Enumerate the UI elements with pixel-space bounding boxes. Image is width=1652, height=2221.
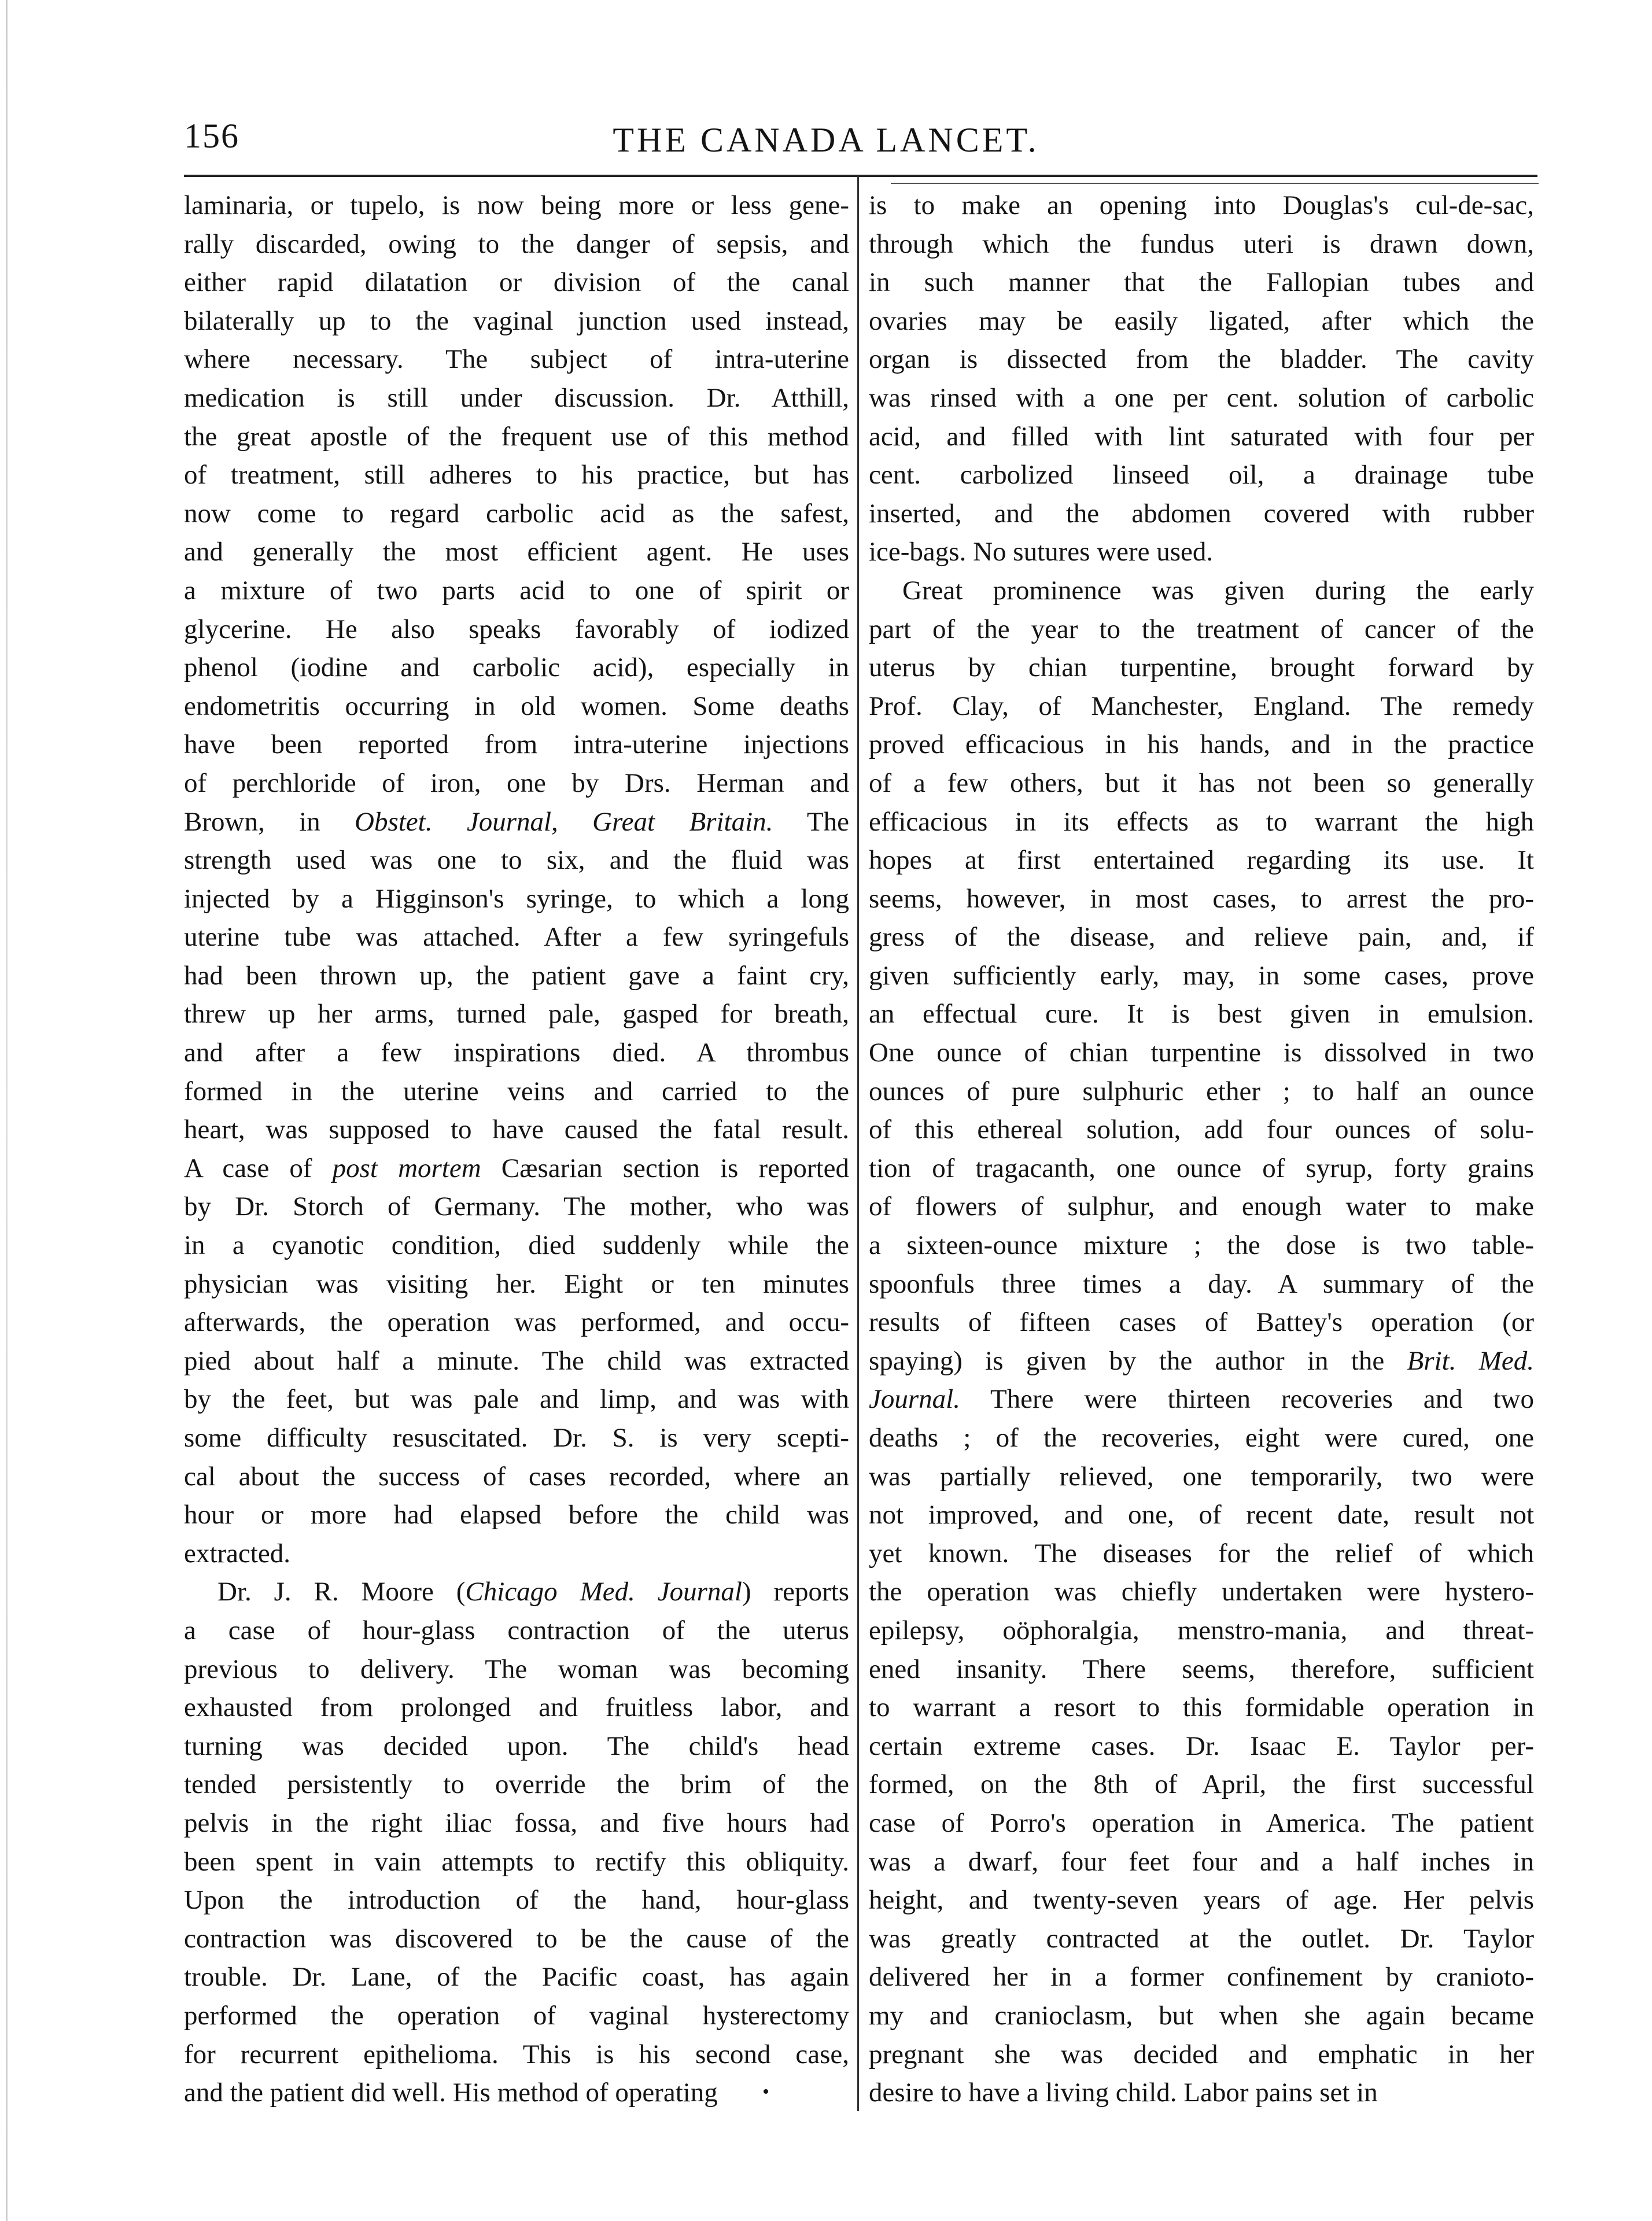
text-line: and the patient did well. His method of operating bbox=[184, 2078, 718, 2108]
right-text-column bbox=[869, 186, 1534, 2112]
scan-edge-shadow bbox=[6, 0, 8, 2221]
text-line: threw up her arms, turned pale, gasped for breath, bbox=[184, 999, 849, 1030]
text-line: yet known. The diseases for the relief of which bbox=[869, 1538, 1534, 1569]
text-line: gress of the disease, and relieve pain, and, if bbox=[869, 922, 1534, 953]
text-segment: spaying) is given by the author in the bbox=[869, 1345, 1407, 1376]
text-line: afterwards, the operation was performed, and occu- bbox=[184, 1307, 849, 1338]
text-line: glycerine. He also speaks favorably of iodized bbox=[184, 614, 849, 644]
text-line: inserted, and the abdomen covered with rubber bbox=[869, 498, 1534, 529]
text-line: uterus by chian turpentine, brought forward by bbox=[869, 652, 1534, 683]
text-line: was greatly contracted at the outlet. Dr. Taylor bbox=[869, 1923, 1534, 1954]
text-line: rally discarded, owing to the danger of sepsis, and bbox=[184, 228, 849, 259]
text-line: given sufficiently early, may, in some cases, prove bbox=[869, 960, 1534, 991]
text-line bbox=[869, 1342, 1534, 1381]
text-line bbox=[184, 1573, 849, 1611]
text-segment: Dr. J. R. Moore ( bbox=[217, 1577, 466, 1607]
text-line: of flowers of sulphur, and enough water to make bbox=[869, 1191, 1534, 1222]
text-line: of this ethereal solution, add four ounces of solu- bbox=[869, 1115, 1534, 1145]
text-segment: There were thirteen recoveries and two bbox=[960, 1384, 1534, 1415]
text-line: either rapid dilatation or division of the canal bbox=[184, 267, 849, 298]
text-line: cal about the success of cases recorded, where an bbox=[184, 1461, 849, 1492]
text-line: strength used was one to six, and the fluid was bbox=[184, 845, 849, 876]
column-divider bbox=[857, 176, 859, 2111]
text-line: a case of hour-glass contraction of the uterus bbox=[184, 1615, 849, 1646]
text-line: through which the fundus uteri is drawn down, bbox=[869, 228, 1534, 259]
text-line: hopes at first entertained regarding its use. It bbox=[869, 845, 1534, 876]
header-rule-secondary bbox=[891, 183, 1539, 184]
italic-citation: Brit. Med. bbox=[1407, 1345, 1534, 1376]
text-line: been spent in vain attempts to rectify this obliquity. bbox=[184, 1846, 849, 1877]
text-line: where necessary. The subject of intra-uterine bbox=[184, 344, 849, 375]
text-line: Prof. Clay, of Manchester, England. The remedy bbox=[869, 691, 1534, 721]
text-line: desire to have a living child. Labor pains set in bbox=[869, 2078, 1378, 2108]
text-line: contraction was discovered to be the cause of the bbox=[184, 1923, 849, 1954]
text-line: formed, on the 8th of April, the first successful bbox=[869, 1769, 1534, 1800]
text-segment: ) reports bbox=[742, 1577, 849, 1607]
text-line: trouble. Dr. Lane, of the Pacific coast, has again bbox=[184, 1962, 849, 1993]
text-line: by the feet, but was pale and limp, and was with bbox=[184, 1384, 849, 1415]
left-text-column bbox=[184, 186, 849, 2112]
text-line: was partially relieved, one temporarily, two were bbox=[869, 1461, 1534, 1492]
text-line: was rinsed with a one per cent. solution of carbolic bbox=[869, 382, 1534, 413]
text-line: One ounce of chian turpentine is dissolved in two bbox=[869, 1038, 1534, 1068]
text-line: some difficulty resuscitated. Dr. S. is very scepti- bbox=[184, 1423, 849, 1453]
text-line: medication is still under discussion. Dr. Atthill, bbox=[184, 382, 849, 413]
text-line: results of fifteen cases of Battey's operation (or bbox=[869, 1307, 1534, 1338]
text-line: and after a few inspirations died. A thrombus bbox=[184, 1038, 849, 1068]
text-line: tion of tragacanth, one ounce of syrup, forty grains bbox=[869, 1153, 1534, 1183]
text-line: phenol (iodine and carbolic acid), especially in bbox=[184, 652, 849, 683]
text-line bbox=[184, 803, 849, 842]
text-line bbox=[184, 1149, 849, 1188]
text-line: was a dwarf, four feet four and a half inches in bbox=[869, 1846, 1534, 1877]
text-segment: A case of bbox=[184, 1153, 333, 1183]
text-line: performed the operation of vaginal hysterectomy bbox=[184, 2000, 849, 2031]
text-line: Great prominence was given during the early bbox=[902, 575, 1534, 606]
text-line: cent. carbolized linseed oil, a drainage tube bbox=[869, 460, 1534, 490]
text-line: laminaria, or tupelo, is now being more or less gene- bbox=[184, 190, 849, 220]
text-line: case of Porro's operation in America. The patient bbox=[869, 1807, 1534, 1838]
footer-mark bbox=[764, 2089, 768, 2094]
text-line: efficacious in its effects as to warrant the high bbox=[869, 806, 1534, 837]
text-line: and generally the most efficient agent. He uses bbox=[184, 537, 849, 567]
text-line: of a few others, but it has not been so generally bbox=[869, 768, 1534, 798]
text-line: proved efficacious in his hands, and in the practice bbox=[869, 729, 1534, 760]
journal-title: THE CANADA LANCET. bbox=[613, 121, 1039, 159]
text-line: tended persistently to override the brim of the bbox=[184, 1769, 849, 1800]
text-line: heart, was supposed to have caused the fatal result. bbox=[184, 1115, 849, 1145]
text-line: pelvis in the right iliac fossa, and five hours had bbox=[184, 1807, 849, 1838]
italic-citation: Chicago Med. Journal bbox=[465, 1577, 742, 1607]
text-line: to warrant a resort to this formidable operation in bbox=[869, 1692, 1534, 1723]
text-line: spoonfuls three times a day. A summary of the bbox=[869, 1268, 1534, 1299]
text-line: of treatment, still adheres to his practice, but has bbox=[184, 460, 849, 490]
text-line: pied about half a minute. The child was extracted bbox=[184, 1345, 849, 1376]
text-line: not improved, and one, of recent date, result not bbox=[869, 1500, 1534, 1530]
text-line: the great apostle of the frequent use of this method bbox=[184, 421, 849, 452]
text-line: injected by a Higginson's syringe, to which a long bbox=[184, 883, 849, 914]
italic-citation: post mortem bbox=[332, 1153, 481, 1183]
text-line: seems, however, in most cases, to arrest the pro- bbox=[869, 883, 1534, 914]
text-line: ice-bags. No sutures were used. bbox=[869, 537, 1214, 567]
text-line: deaths ; of the recoveries, eight were cured, one bbox=[869, 1423, 1534, 1453]
page-number: 156 bbox=[184, 117, 239, 155]
text-segment: Brown, in bbox=[184, 806, 355, 837]
text-line: organ is dissected from the bladder. The cavity bbox=[869, 344, 1534, 375]
text-line: my and cranioclasm, but when she again became bbox=[869, 2000, 1534, 2031]
text-line: a sixteen-ounce mixture ; the dose is two table- bbox=[869, 1230, 1534, 1261]
text-line: in a cyanotic condition, died suddenly while the bbox=[184, 1230, 849, 1261]
text-line bbox=[869, 1380, 1534, 1419]
text-line: exhausted from prolonged and fruitless labor, and bbox=[184, 1692, 849, 1723]
text-line: pregnant she was decided and emphatic in her bbox=[869, 2039, 1534, 2069]
italic-citation: Journal. bbox=[869, 1384, 960, 1415]
text-line: physician was visiting her. Eight or ten minutes bbox=[184, 1268, 849, 1299]
text-line: part of the year to the treatment of cancer of the bbox=[869, 614, 1534, 644]
text-line: bilaterally up to the vaginal junction used instead, bbox=[184, 305, 849, 336]
text-line: is to make an opening into Douglas's cul-de-sac, bbox=[869, 190, 1534, 220]
text-line: ovaries may be easily ligated, after which the bbox=[869, 305, 1534, 336]
text-line: acid, and filled with lint saturated with four per bbox=[869, 421, 1534, 452]
text-line: Upon the introduction of the hand, hour-glass bbox=[184, 1885, 849, 1916]
text-line: have been reported from intra-uterine injections bbox=[184, 729, 849, 760]
header-rule bbox=[184, 175, 1537, 177]
text-line: now come to regard carbolic acid as the safest, bbox=[184, 498, 849, 529]
text-line: turning was decided upon. The child's head bbox=[184, 1731, 849, 1761]
italic-citation: Obstet. Journal, Great Britain. bbox=[355, 806, 773, 837]
text-line: uterine tube was attached. After a few syringefuls bbox=[184, 922, 849, 953]
text-line: an effectual cure. It is best given in emulsion. bbox=[869, 999, 1534, 1030]
text-segment: The bbox=[773, 806, 849, 837]
text-line: epilepsy, oöphoralgia, menstro-mania, and threat- bbox=[869, 1615, 1534, 1646]
text-line: certain extreme cases. Dr. Isaac E. Taylor per- bbox=[869, 1731, 1534, 1761]
text-segment: Cæsarian section is reported bbox=[481, 1153, 849, 1183]
text-line: ounces of pure sulphuric ether ; to half an ounce bbox=[869, 1076, 1534, 1106]
text-line: for recurrent epithelioma. This is his second case, bbox=[184, 2039, 849, 2069]
text-line: hour or more had elapsed before the child was bbox=[184, 1500, 849, 1530]
text-line: formed in the uterine veins and carried to the bbox=[184, 1076, 849, 1106]
text-line: in such manner that the Fallopian tubes and bbox=[869, 267, 1534, 298]
text-line: endometritis occurring in old women. Some deaths bbox=[184, 691, 849, 721]
text-line: delivered her in a former confinement by cranioto- bbox=[869, 1962, 1534, 1993]
text-line: a mixture of two parts acid to one of spirit or bbox=[184, 575, 849, 606]
text-line: the operation was chiefly undertaken were hystero- bbox=[869, 1577, 1534, 1607]
text-line: previous to delivery. The woman was becoming bbox=[184, 1654, 849, 1684]
text-line: extracted. bbox=[184, 1538, 290, 1569]
text-line: had been thrown up, the patient gave a faint cry, bbox=[184, 960, 849, 991]
text-line: by Dr. Storch of Germany. The mother, who was bbox=[184, 1191, 849, 1222]
text-line: height, and twenty-seven years of age. Her pelvis bbox=[869, 1885, 1534, 1916]
text-line: ened insanity. There seems, therefore, sufficient bbox=[869, 1654, 1534, 1684]
text-line: of perchloride of iron, one by Drs. Herman and bbox=[184, 768, 849, 798]
